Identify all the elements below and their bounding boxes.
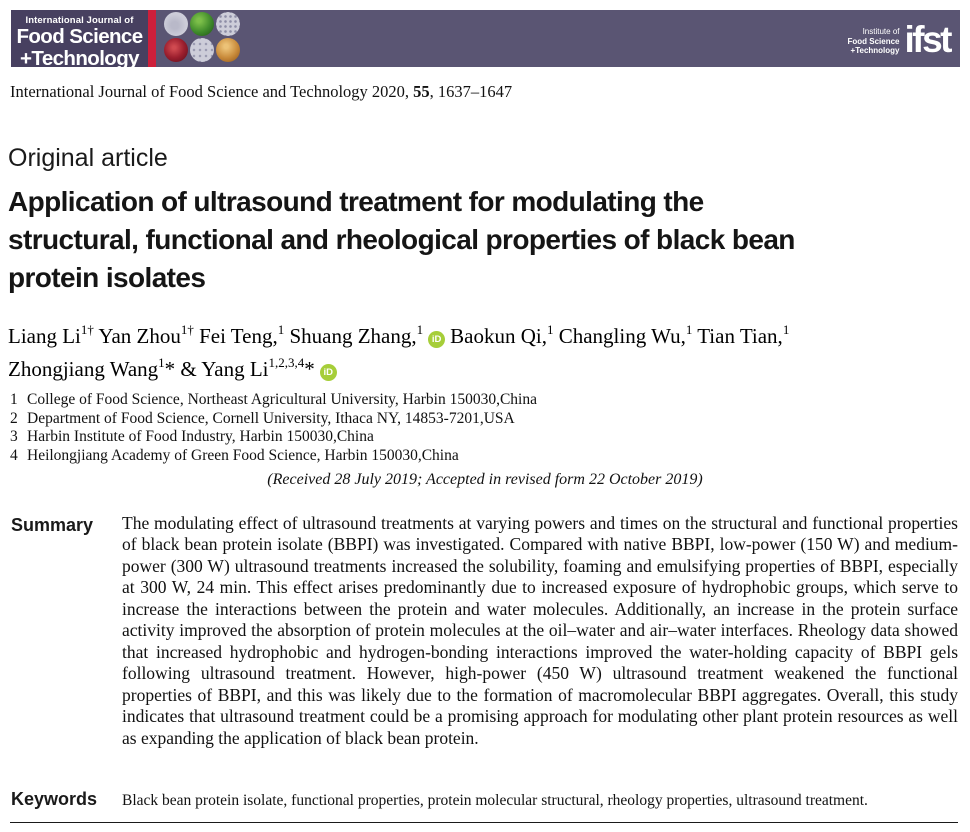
journal-citation-line bbox=[10, 82, 512, 102]
author-name: Baokun Qi, bbox=[450, 324, 547, 348]
author-affil-sup: 1† bbox=[180, 322, 194, 337]
author-affil-sup: 1 bbox=[416, 322, 424, 337]
affiliation-text: Department of Food Science, Cornell University, Ithaca NY, 14853-7201,USA bbox=[27, 409, 515, 427]
summary-label: Summary bbox=[11, 515, 94, 535]
ifst-logo bbox=[847, 10, 950, 67]
article-title-line2: structural, functional and rheological properties of black bean bbox=[8, 224, 795, 255]
author-affil-sup: 1 bbox=[782, 322, 790, 337]
author-affil-sup: 1 bbox=[685, 322, 693, 337]
article-title bbox=[8, 183, 928, 297]
author-name: Shuang Zhang, bbox=[284, 324, 417, 348]
author-name: Fei Teng, bbox=[193, 324, 278, 348]
corresponding-author-star: * bbox=[304, 357, 315, 381]
journal-logo-title-2: +Technology bbox=[20, 46, 139, 70]
article-type-label: Original article bbox=[8, 144, 168, 172]
beer-icon bbox=[216, 38, 240, 62]
ifst-text-line2: Food Science bbox=[847, 36, 900, 46]
author-name: Yan Zhou bbox=[93, 324, 181, 348]
author-line-2 bbox=[8, 353, 789, 386]
affiliation-text: Harbin Institute of Food Industry, Harbin 150030,China bbox=[27, 428, 374, 445]
wheat-icon bbox=[164, 12, 188, 36]
author-name: Zhongjiang Wang bbox=[8, 357, 159, 381]
orcid-icon[interactable]: iD bbox=[320, 364, 337, 381]
article-title-line3: protein isolates bbox=[8, 262, 206, 293]
journal-logo-kicker: International Journal of bbox=[25, 15, 134, 26]
affiliation-number: 1 bbox=[10, 391, 18, 408]
affiliation-text: Heilongjiang Academy of Green Food Science, Harbin 150030,China bbox=[27, 446, 459, 464]
author-affil-sup: 1 bbox=[277, 322, 285, 337]
journal-logo bbox=[11, 10, 148, 70]
author-affil-sup: 1 bbox=[546, 322, 554, 337]
keywords-label: Keywords bbox=[11, 789, 98, 809]
journal-logo-title-1: Food Science bbox=[16, 25, 143, 48]
article-title-line1: Application of ultrasound treatment for modulating the bbox=[8, 186, 704, 217]
author-affil-sup: 1† bbox=[80, 322, 94, 337]
citation-prefix: International Journal of Food Science and Technology 2020, bbox=[10, 82, 414, 101]
author-affil-sup: 1 bbox=[158, 355, 165, 370]
author-name: Liang Li bbox=[8, 324, 81, 348]
citation-volume: 55 bbox=[413, 82, 430, 101]
utensils-sketch-icon bbox=[190, 38, 214, 62]
food-theme-icon-grid bbox=[164, 12, 240, 62]
affiliation-number: 4 bbox=[10, 446, 18, 464]
ifst-logo-text bbox=[847, 27, 899, 56]
citation-pages: , 1637–1647 bbox=[429, 82, 513, 101]
author-line-1 bbox=[8, 320, 789, 353]
dot-pattern-icon bbox=[216, 12, 240, 36]
ifst-text-line1: Institute of bbox=[862, 27, 900, 37]
ifst-text-line3: +Technology bbox=[850, 46, 900, 56]
affiliation-list bbox=[10, 391, 537, 465]
affiliation-row bbox=[10, 428, 537, 447]
affiliation-number: 2 bbox=[10, 409, 18, 427]
vegetables-icon bbox=[190, 12, 214, 36]
orcid-icon[interactable]: iD bbox=[428, 331, 445, 348]
ifst-wordmark: ifst bbox=[904, 19, 950, 60]
journal-header-banner bbox=[11, 10, 960, 70]
author-name: Tian Tian, bbox=[692, 324, 783, 348]
footer-divider bbox=[10, 822, 958, 823]
author-name: Changling Wu, bbox=[553, 324, 686, 348]
author-list bbox=[8, 320, 789, 386]
affiliation-row bbox=[10, 410, 537, 429]
red-accent-bar bbox=[148, 10, 156, 67]
wine-icon bbox=[164, 38, 188, 62]
affiliation-text: College of Food Science, Northeast Agricultural University, Harbin 150030,China bbox=[27, 391, 537, 408]
author-name: & Yang Li bbox=[175, 357, 269, 381]
corresponding-author-star: * bbox=[164, 357, 176, 381]
affiliation-row bbox=[10, 391, 537, 410]
received-accepted-line: (Received 28 July 2019; Accepted in revised form 22 October 2019) bbox=[267, 471, 703, 488]
keywords-text: Black bean protein isolate, functional properties, protein molecular structural, rheology properties, ultrasound treatment. bbox=[122, 792, 868, 809]
affiliation-row bbox=[10, 447, 537, 466]
author-affil-sup: 1,2,3,4 bbox=[268, 355, 305, 370]
summary-text: The modulating effect of ultrasound treatments at varying powers and times on the structural and functional properties of black bean protein isolate (BBPI) was investigated. Compared with native BBPI, low-power (150 W) and medium-power (300 W) ultrasound treatments increased the solubility, foaming and emulsifying properties of BBPI, especially at 300 W, 24 min. This effect arises predominantly due to increased exposure of hydrophobic groups, which serve to increase the interactions between the protein and water molecules. Additionally, an increase in the protein surface activity improved the absorption of protein molecules at the oil–water and air–water interfaces. Rheology data showed that increased hydrophobic and hydrogen-bonding interactions improved the water-holding capacity of BBPI gels following ultrasound treatment. However, high-power (450 W) ultrasound treatment weakened the functional properties of BBPI, and this was likely due to the formation of macromolecular BBPI aggregates. Overall, this study indicates that ultrasound treatment could be a promising approach for modulating other plant protein resources as well as expanding the application of black bean protein. bbox=[122, 513, 958, 748]
affiliation-number: 3 bbox=[10, 428, 18, 445]
